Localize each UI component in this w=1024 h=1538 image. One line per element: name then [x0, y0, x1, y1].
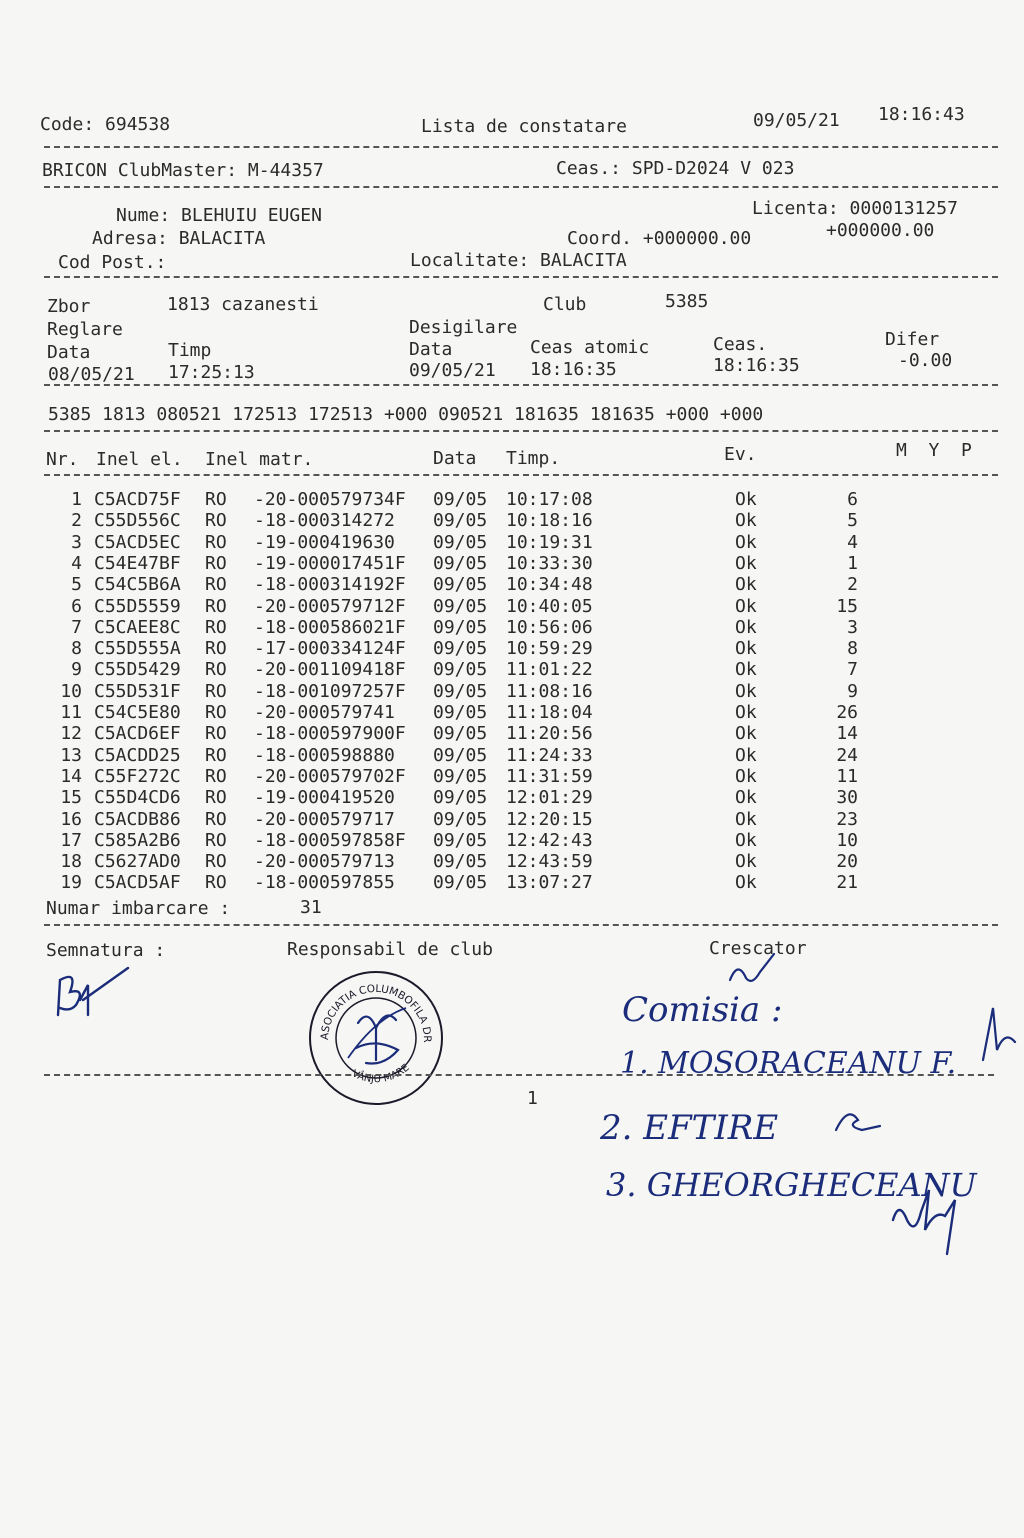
row-date: 09/05 [433, 595, 488, 617]
row-country: RO [205, 574, 227, 596]
row-inel-el: C5CAEE8C [94, 616, 181, 638]
member-3-signature [885, 1180, 975, 1260]
row-ev: Ok [735, 659, 757, 681]
signature-label: Semnatura : [46, 940, 166, 961]
owner-coord2: +000000.00 [826, 220, 935, 241]
row-time: 11:24:33 [506, 744, 593, 766]
difference-value: -0.00 [898, 350, 953, 371]
row-m: 23 [836, 808, 858, 830]
table-row [0, 872, 1024, 893]
member-2-signature [828, 1100, 888, 1140]
encoded-line: 5385 1813 080521 172513 172513 +000 090521 181635 181635 +000 +000 [48, 404, 764, 425]
row-nr: 1 [71, 489, 82, 510]
row-time: 10:17:08 [506, 489, 593, 510]
row-date: 09/05 [433, 744, 488, 766]
row-m: 1 [847, 552, 858, 574]
col-inel-matr: Inel matr. [205, 449, 314, 470]
stamp-bottom-text: VÂNJU MARE [350, 1062, 412, 1086]
row-country: RO [205, 659, 227, 681]
table-row [0, 787, 1024, 808]
table-row [0, 532, 1024, 553]
row-inel-matr: -20-000579741 [254, 702, 395, 723]
table-row [0, 702, 1024, 723]
row-ev: Ok [735, 702, 757, 723]
row-ev: Ok [735, 851, 757, 873]
divider [44, 186, 998, 188]
table-row [0, 638, 1024, 659]
flight-value: 1813 cazanesti [167, 294, 319, 315]
col-inel-el: Inel el. [96, 449, 183, 470]
row-nr: 12 [60, 723, 82, 745]
table-row [0, 659, 1024, 680]
col-nr: Nr. [46, 449, 79, 470]
row-inel-el: C5ACD5AF [94, 872, 181, 894]
row-inel-matr: -18-001097257F [254, 680, 406, 702]
row-date: 09/05 [433, 616, 488, 638]
divider [44, 384, 998, 386]
row-date: 09/05 [433, 510, 488, 532]
row-nr: 6 [71, 595, 82, 617]
row-inel-el: C55F272C [94, 765, 181, 787]
owner-postcode: Cod Post.: [58, 252, 167, 273]
divider [44, 924, 998, 926]
row-country: RO [205, 595, 227, 617]
row-time: 11:31:59 [506, 765, 593, 787]
row-country: RO [205, 616, 227, 638]
row-inel-matr: -19-000017451F [254, 552, 406, 574]
row-inel-matr: -20-000579702F [254, 765, 406, 787]
row-nr: 18 [60, 851, 82, 873]
row-inel-el: C5627AD0 [94, 851, 181, 873]
row-inel-el: C55D5429 [94, 659, 181, 681]
row-date: 09/05 [433, 702, 488, 723]
signature-scribble [48, 960, 138, 1030]
row-nr: 17 [60, 829, 82, 851]
handwritten-member-3: 3. GHEORGHECEANU [606, 1166, 977, 1204]
row-m: 20 [836, 851, 858, 873]
table-row [0, 617, 1024, 638]
breeder-label: Crescator [709, 938, 807, 959]
row-ev: Ok [735, 616, 757, 638]
row-date: 09/05 [433, 680, 488, 702]
col-timp: Timp. [506, 448, 561, 469]
row-time: 10:19:31 [506, 531, 593, 553]
row-country: RO [205, 829, 227, 851]
row-ev: Ok [735, 552, 757, 574]
row-inel-el: C54E47BF [94, 552, 181, 574]
row-date: 09/05 [433, 723, 488, 745]
row-m: 7 [847, 659, 858, 681]
row-country: RO [205, 680, 227, 702]
row-ev: Ok [735, 574, 757, 596]
row-ev: Ok [735, 808, 757, 830]
row-nr: 3 [71, 531, 82, 553]
table-row [0, 766, 1024, 787]
row-country: RO [205, 638, 227, 660]
clock-value: 18:16:35 [713, 355, 800, 376]
member-1-signature [975, 1000, 1020, 1070]
row-country: RO [205, 723, 227, 745]
row-inel-el: C55D4CD6 [94, 787, 181, 809]
owner-coord: Coord. +000000.00 [567, 228, 752, 249]
row-m: 3 [847, 616, 858, 638]
page-number: 1 [527, 1088, 538, 1109]
row-inel-matr: -18-000597858F [254, 829, 406, 851]
row-inel-matr: -19-000419630 [254, 531, 395, 553]
row-country: RO [205, 744, 227, 766]
clock-id: Ceas.: SPD-D2024 V 023 [556, 158, 795, 179]
row-m: 21 [836, 872, 858, 894]
row-time: 11:20:56 [506, 723, 593, 745]
row-date: 09/05 [433, 531, 488, 553]
club-value: 5385 [665, 291, 709, 312]
row-inel-matr: -20-000579717 [254, 808, 395, 830]
row-m: 5 [847, 510, 858, 532]
row-time: 10:59:29 [506, 638, 593, 660]
row-time: 11:18:04 [506, 702, 593, 723]
header-date: 09/05/21 [753, 110, 840, 131]
row-nr: 10 [60, 680, 82, 702]
club-responsible-label: Responsabil de club [287, 939, 493, 960]
table-row [0, 596, 1024, 617]
row-date: 09/05 [433, 638, 488, 660]
row-country: RO [205, 787, 227, 809]
row-m: 14 [836, 723, 858, 745]
row-ev: Ok [735, 531, 757, 553]
row-inel-matr: -18-000586021F [254, 616, 406, 638]
row-inel-matr: -18-000597900F [254, 723, 406, 745]
divider [44, 430, 998, 432]
row-inel-el: C55D556C [94, 510, 181, 532]
row-date: 09/05 [433, 851, 488, 873]
club-stamp [306, 968, 446, 1108]
row-inel-matr: -18-000598880 [254, 744, 395, 766]
club-label: Club [543, 294, 587, 315]
row-ev: Ok [735, 787, 757, 809]
unsealing-date: 09/05/21 [409, 360, 496, 381]
row-date: 09/05 [433, 489, 488, 510]
table-row [0, 510, 1024, 531]
row-ev: Ok [735, 638, 757, 660]
row-inel-el: C5ACDD25 [94, 744, 181, 766]
row-nr: 19 [60, 872, 82, 894]
handwritten-member-1: 1. MOSORACEANU F. [620, 1046, 957, 1081]
row-inel-matr: -20-000579734F [254, 489, 406, 510]
row-date: 09/05 [433, 574, 488, 596]
table-row [0, 489, 1024, 510]
row-ev: Ok [735, 489, 757, 510]
row-time: 10:40:05 [506, 595, 593, 617]
row-time: 13:07:27 [506, 872, 593, 894]
table-row [0, 723, 1024, 744]
row-inel-el: C5ACD6EF [94, 723, 181, 745]
row-date: 09/05 [433, 808, 488, 830]
owner-licence: Licenta: 0000131257 [752, 198, 958, 219]
boarding-count-label: Numar imbarcare : [46, 898, 231, 919]
unsealing-label: Desigilare [409, 317, 518, 338]
row-nr: 16 [60, 808, 82, 830]
row-time: 12:01:29 [506, 787, 593, 809]
owner-locality: Localitate: BALACITA [410, 250, 627, 271]
row-m: 8 [847, 638, 858, 660]
handwritten-member-2: 2. EFTIRE [600, 1108, 779, 1148]
row-nr: 7 [71, 616, 82, 638]
row-time: 12:42:43 [506, 829, 593, 851]
row-nr: 4 [71, 552, 82, 574]
row-time: 11:01:22 [506, 659, 593, 681]
row-m: 9 [847, 680, 858, 702]
row-m: 30 [836, 787, 858, 809]
row-date: 09/05 [433, 659, 488, 681]
row-nr: 2 [71, 510, 82, 532]
row-inel-el: C54C5B6A [94, 574, 181, 596]
row-m: 11 [836, 765, 858, 787]
row-inel-el: C585A2B6 [94, 829, 181, 851]
row-country: RO [205, 489, 227, 510]
row-nr: 8 [71, 638, 82, 660]
divider [44, 146, 998, 148]
col-data: Data [433, 448, 477, 469]
row-inel-el: C5ACDB86 [94, 808, 181, 830]
code-label: Code: 694538 [40, 114, 171, 135]
table-row [0, 574, 1024, 595]
row-inel-matr: -20-000579713 [254, 851, 395, 873]
row-nr: 14 [60, 765, 82, 787]
owner-name: Nume: BLEHUIU EUGEN [116, 205, 322, 226]
row-time: 10:34:48 [506, 574, 593, 596]
row-nr: 13 [60, 744, 82, 766]
header-time: 18:16:43 [878, 104, 965, 125]
row-ev: Ok [735, 510, 757, 532]
table-row [0, 745, 1024, 766]
row-m: 10 [836, 829, 858, 851]
row-inel-matr: -18-000314272 [254, 510, 395, 532]
date-label: Data [47, 342, 91, 363]
row-ev: Ok [735, 872, 757, 894]
row-inel-el: C55D5559 [94, 595, 181, 617]
flight-label: Zbor [47, 296, 91, 317]
row-inel-matr: -20-000579712F [254, 595, 406, 617]
divider [44, 276, 998, 278]
row-nr: 9 [71, 659, 82, 681]
row-inel-matr: -18-000314192F [254, 574, 406, 596]
document-title: Lista de constatare [421, 116, 627, 137]
row-ev: Ok [735, 680, 757, 702]
row-ev: Ok [735, 595, 757, 617]
row-inel-el: C54C5E80 [94, 702, 181, 723]
clubmaster-id: BRICON ClubMaster: M-44357 [42, 160, 324, 181]
row-inel-matr: -18-000597855 [254, 872, 395, 894]
row-time: 10:33:30 [506, 552, 593, 574]
breeder-signature [724, 950, 784, 990]
row-time: 10:56:06 [506, 616, 593, 638]
row-inel-matr: -19-000419520 [254, 787, 395, 809]
clock-label: Ceas. [713, 334, 768, 355]
row-date: 09/05 [433, 765, 488, 787]
row-date: 09/05 [433, 787, 488, 809]
col-ev: Ev. [724, 444, 757, 465]
row-country: RO [205, 765, 227, 787]
row-time: 10:18:16 [506, 510, 593, 532]
date-label-2: Data [409, 339, 453, 360]
row-country: RO [205, 531, 227, 553]
row-date: 09/05 [433, 552, 488, 574]
row-ev: Ok [735, 829, 757, 851]
row-date: 09/05 [433, 872, 488, 894]
divider [44, 474, 998, 476]
row-nr: 11 [60, 702, 82, 723]
table-row [0, 681, 1024, 702]
table-row [0, 851, 1024, 872]
setting-time: 17:25:13 [168, 362, 255, 383]
stamp-text: ASOCIATIA COLUMBOFILA DR [318, 982, 434, 1043]
row-inel-matr: -17-000334124F [254, 638, 406, 660]
time-label: Timp [168, 340, 212, 361]
row-inel-el: C5ACD75F [94, 489, 181, 510]
difference-label: Difer [885, 329, 940, 350]
row-m: 24 [836, 744, 858, 766]
setting-label: Reglare [47, 319, 123, 340]
row-time: 12:43:59 [506, 851, 593, 873]
col-myp: M Y P [896, 440, 972, 461]
row-inel-el: C55D531F [94, 680, 181, 702]
row-inel-el: C55D555A [94, 638, 181, 660]
row-inel-el: C5ACD5EC [94, 531, 181, 553]
table-row [0, 553, 1024, 574]
row-country: RO [205, 872, 227, 894]
row-inel-matr: -20-001109418F [254, 659, 406, 681]
table-row [0, 830, 1024, 851]
row-m: 2 [847, 574, 858, 596]
row-m: 4 [847, 531, 858, 553]
row-country: RO [205, 808, 227, 830]
row-date: 09/05 [433, 829, 488, 851]
atomic-clock-label: Ceas atomic [530, 337, 650, 358]
row-m: 15 [836, 595, 858, 617]
divider [44, 1074, 994, 1076]
row-m: 6 [847, 489, 858, 510]
row-time: 11:08:16 [506, 680, 593, 702]
table-row [0, 809, 1024, 830]
handwritten-commission-title: Comisia : [622, 990, 783, 1030]
row-country: RO [205, 851, 227, 873]
row-country: RO [205, 552, 227, 574]
row-ev: Ok [735, 765, 757, 787]
owner-address: Adresa: BALACITA [92, 228, 266, 249]
boarding-count-value: 31 [300, 897, 322, 918]
row-country: RO [205, 510, 227, 532]
row-nr: 5 [71, 574, 82, 596]
row-m: 26 [836, 702, 858, 723]
row-time: 12:20:15 [506, 808, 593, 830]
atomic-clock-value: 18:16:35 [530, 359, 617, 380]
setting-date: 08/05/21 [48, 364, 135, 385]
row-nr: 15 [60, 787, 82, 809]
row-ev: Ok [735, 744, 757, 766]
row-ev: Ok [735, 723, 757, 745]
row-country: RO [205, 702, 227, 723]
